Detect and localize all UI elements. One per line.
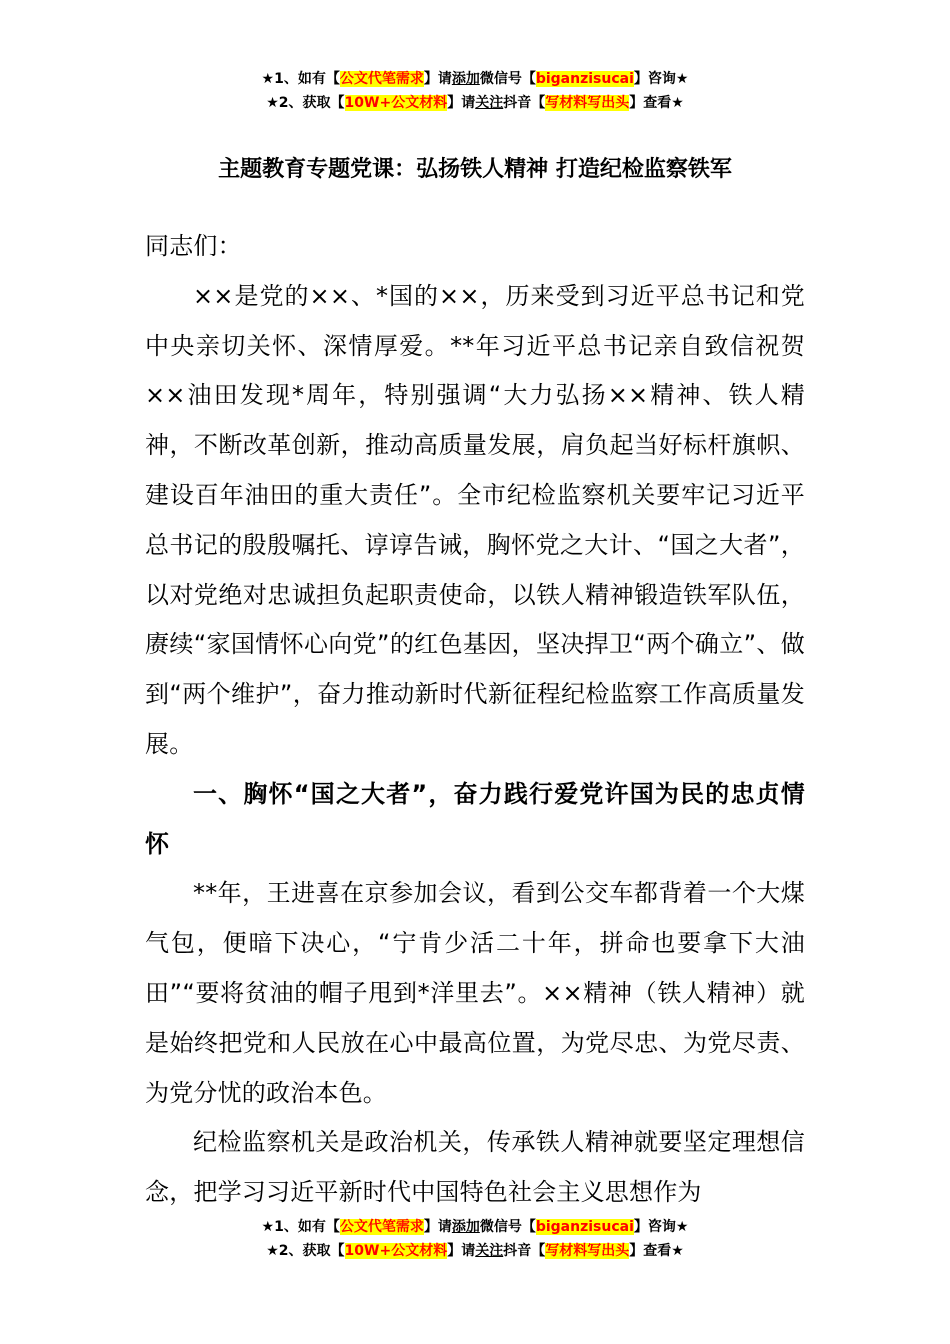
document-body <box>145 222 805 1218</box>
notice-line-1: ★1、如有【公文代笔需求】请添加微信号【biganzisucai】咨询★ <box>261 71 689 87</box>
star-icon: ★ <box>261 71 275 87</box>
highlight-douyin-id: 写材料写出头 <box>545 1243 630 1259</box>
highlight-wechat-id: biganzisucai <box>535 1219 634 1235</box>
footer-notice <box>0 1215 950 1263</box>
body-paragraph: 纪检监察机关是政治机关，传承铁人精神就要坚定理想信念，把学习习近平新时代中国特色社会主义思想作为 <box>145 1128 805 1207</box>
notice-line-2: ★2、获取【10W+公文材料】请关注抖音【写材料写出头】查看★ <box>266 95 684 111</box>
notice-line-2: ★2、获取【10W+公文材料】请关注抖音【写材料写出头】查看★ <box>266 1243 684 1259</box>
star-icon: ★ <box>266 95 279 111</box>
highlight-materials: 10W+公文材料 <box>344 95 448 111</box>
section-heading: 一、胸怀“国之大者”，奋力践行爱党许国为民的忠贞情怀 <box>145 779 805 858</box>
notice-line-1: ★1、如有【公文代笔需求】请添加微信号【biganzisucai】咨询★ <box>261 1219 689 1235</box>
salutation: 同志们： <box>145 232 242 260</box>
highlight-wechat-id: biganzisucai <box>535 71 634 87</box>
highlight-douyin-id: 写材料写出头 <box>545 95 630 111</box>
header-notice <box>0 67 950 115</box>
star-icon: ★ <box>261 1219 275 1235</box>
highlight-materials: 10W+公文材料 <box>344 1243 448 1259</box>
highlight-service: 公文代笔需求 <box>339 1219 424 1235</box>
body-paragraph: ××是党的××、*国的××，历来受到习近平总书记和党中央亲切关怀、深情厚爱。**年习近平总书记亲自致信祝贺××油田发现*周年，特别强调“大力弘扬××精神、铁人精神，不断改革创新，推动高质量发展，肩负起当好标杆旗帜、建设百年油田的重大责任”。全市纪检监察机关要牢记习近平总书记的殷殷嘱托、谆谆告诫，胸怀党之大计、“国之大者”，以对党绝对忠诚担负起职责使命，以铁人精神锻造铁军队伍，赓续“家国情怀心向党”的红色基因，坚决捍卫“两个确立”、做到“两个维护”，奋力推动新时代新征程纪检监察工作高质量发展。 <box>145 281 805 758</box>
highlight-service: 公文代笔需求 <box>339 71 424 87</box>
star-icon: ★ <box>266 1243 279 1259</box>
body-paragraph: **年，王进喜在京参加会议，看到公交车都背着一个大煤气包，便暗下决心，“宁肯少活二十年，拼命也要拿下大油田”“要将贫油的帽子甩到*洋里去”。××精神（铁人精神）就是始终把党和人民放在心中最高位置，为党尽忠、为党尽责、为党分忧的政治本色。 <box>145 879 805 1107</box>
document-title: 主题教育专题党课：弘扬铁人精神 打造纪检监察铁军 <box>218 157 732 182</box>
